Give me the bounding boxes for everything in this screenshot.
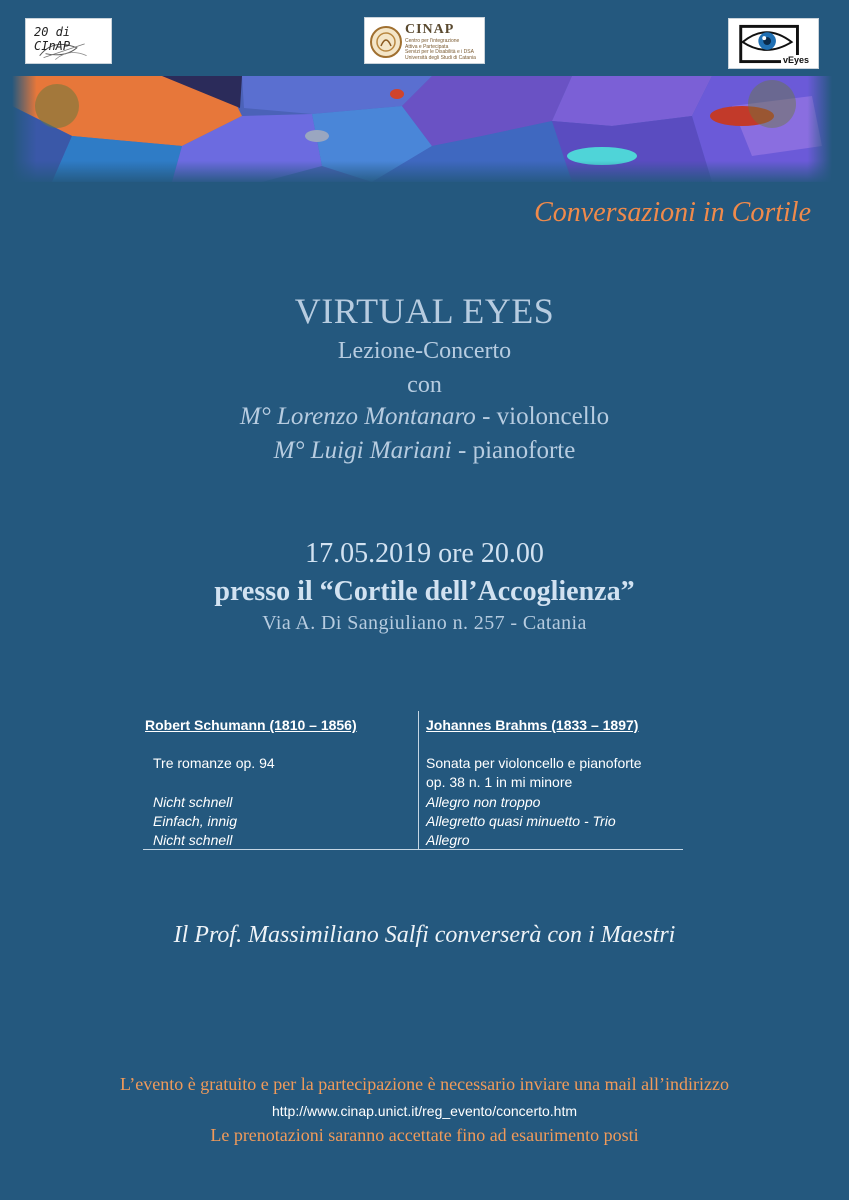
performer-role: - violoncello [475, 403, 610, 430]
logo-veyes [728, 18, 819, 69]
series-title: Conversazioni in Cortile [534, 197, 811, 228]
movement: Allegro non troppo [426, 794, 541, 810]
composer-heading: Johannes Brahms (1833 – 1897) [426, 717, 639, 733]
performer-cello [0, 403, 849, 431]
event-title: VIRTUAL EYES [294, 291, 555, 331]
performer-name: M° Luigi Mariani [273, 437, 452, 464]
event-con: con [407, 372, 442, 398]
event-subtitle: Lezione-Concerto [337, 338, 512, 364]
footer-booking-note: Le prenotazioni saranno accettate fino ad esaurimento posti [210, 1125, 639, 1145]
registration-link[interactable]: http://www.cinap.unict.it/reg_evento/concerto.htm [271, 1103, 578, 1119]
movement: Allegretto quasi minuetto - Trio [426, 813, 616, 829]
logo-cinap [364, 17, 485, 64]
movement: Einfach, innig [153, 813, 238, 829]
logo-cinap-line: Centro per l'integrazione [405, 38, 460, 44]
performer-piano [0, 437, 849, 465]
work-title: op. 38 n. 1 in mi minore [426, 774, 573, 790]
logo-cinap-line: Attiva e Partecipata [405, 43, 449, 50]
logo-cinap-line: Servizi per le Disabilità e i DSA [405, 49, 474, 55]
logo-cinap-caption [405, 39, 483, 61]
event-address: Via A. Di Sangiuliano n. 257 - Catania [262, 612, 587, 634]
event-venue: presso il “Cortile dell’Accoglienza” [214, 576, 635, 607]
program-table [143, 711, 683, 851]
movement: Nicht schnell [153, 794, 233, 810]
cinap-seal-icon [369, 24, 403, 60]
conversation-note: Il Prof. Massimiliano Salfi converserà con i Maestri [173, 922, 676, 948]
composer-heading: Robert Schumann (1810 – 1856) [145, 717, 357, 733]
event-date: 17.05.2019 ore 20.00 [305, 538, 544, 569]
column-divider [418, 711, 419, 849]
performer-name: M° Lorenzo Montanaro [239, 403, 476, 430]
table-bottom-rule [143, 849, 683, 850]
logo-20-di-cinap-text: 20 di CInAP [34, 25, 71, 53]
movement: Allegro [426, 832, 470, 848]
work-title: Sonata per violoncello e pianoforte [426, 755, 642, 771]
painting-banner [12, 76, 832, 182]
footer-info: L’evento è gratuito e per la partecipazione è necessario inviare una mail all’indirizzo [119, 1074, 730, 1094]
movement: Nicht schnell [153, 832, 233, 848]
logo-cinap-line: Università degli Studi di Catania [405, 54, 476, 61]
logo-cinap-title: CINAP [405, 22, 455, 37]
logo-20-di-cinap [25, 18, 112, 64]
performer-role: - pianoforte [451, 437, 576, 464]
work-title: Tre romanze op. 94 [153, 755, 275, 771]
logo-veyes-text: vEyes [783, 55, 810, 65]
